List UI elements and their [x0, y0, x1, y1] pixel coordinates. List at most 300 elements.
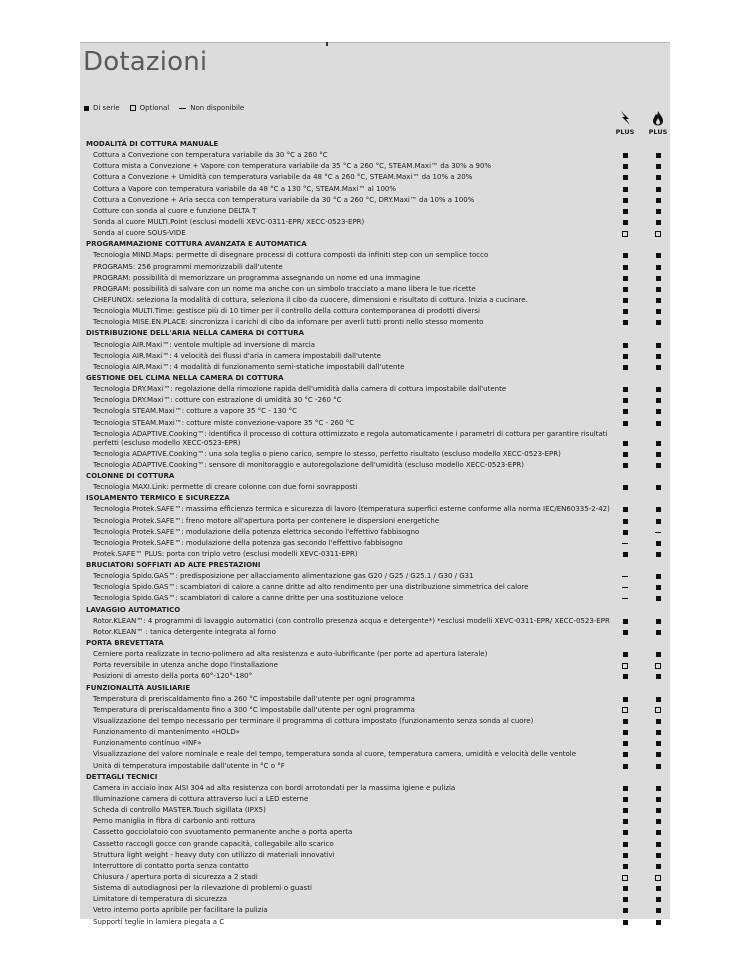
feature-label: Porta reversibile in utenza anche dopo l'installazione: [93, 661, 278, 670]
availability-gas: [653, 827, 663, 838]
table-row: [80, 362, 670, 373]
availability-gas: [653, 571, 663, 582]
feature-label: Funzionamento continuo «INF»: [93, 739, 202, 748]
table-row: [80, 295, 670, 306]
feature-label: Tecnologia ADAPTIVE.Cooking™: identifica il processo di cottura ottimizzato e regola automaticamente i parametri di cottura per garantire risultati perfetti (escluso modello XECC-0523-EPR): [93, 429, 608, 448]
filled-square-icon: [623, 519, 628, 524]
filled-square-icon: [656, 485, 661, 490]
table-row: [80, 794, 670, 805]
availability-electric: [620, 538, 630, 549]
filled-square-icon: [623, 320, 628, 325]
table-row: [80, 749, 670, 760]
availability-electric: [620, 761, 630, 772]
filled-square-icon: [656, 552, 661, 557]
availability-electric: [620, 395, 630, 406]
availability-gas: [653, 738, 663, 749]
filled-square-icon: [623, 209, 628, 214]
availability-electric: [620, 816, 630, 827]
top-rule: [80, 42, 670, 43]
table-row: [80, 805, 670, 816]
table-row: [80, 627, 670, 638]
filled-square-icon: [656, 421, 661, 426]
table-row: [80, 850, 670, 861]
availability-electric: [620, 549, 630, 560]
table-row: [80, 306, 670, 317]
availability-electric: [620, 894, 630, 905]
availability-gas: [653, 783, 663, 794]
feature-label: Rotor.KLEAN™ : tanica detergente integrata al forno: [93, 627, 276, 636]
table-row: [80, 827, 670, 838]
legend-na-label: Non disponibile: [190, 104, 245, 112]
availability-electric: [620, 716, 630, 727]
availability-electric: [620, 850, 630, 861]
availability-gas: [653, 438, 663, 449]
table-row: [80, 894, 670, 905]
feature-label: Tecnologia MIND.Maps: permette di disegnare processi di cottura composti da infiniti step con un semplice tocco: [93, 251, 489, 260]
column-label-gas: PLUS: [648, 128, 668, 136]
feature-label: Funzionamento di mantenimento «HOLD»: [93, 728, 240, 737]
feature-label: Limitatore di temperatura di sicurezza: [93, 895, 228, 904]
section-title: ISOLAMENTO TERMICO E SICUREZZA: [86, 494, 230, 503]
filled-square-icon: [656, 630, 661, 635]
legend-standard: [84, 104, 120, 112]
filled-square-icon: [623, 652, 628, 657]
filled-square-icon: [623, 220, 628, 225]
availability-electric: [620, 649, 630, 660]
availability-gas: [653, 749, 663, 760]
legend-standard-label: Di serie: [93, 104, 120, 112]
table-row: [80, 527, 670, 538]
availability-electric: [620, 671, 630, 682]
section-title: PORTA BREVETTATA: [86, 639, 164, 648]
table-row: [80, 917, 670, 928]
availability-electric: [620, 727, 630, 738]
availability-electric: [620, 827, 630, 838]
filled-square-icon: [656, 298, 661, 303]
availability-electric: [620, 504, 630, 515]
table-row: [80, 482, 670, 493]
availability-gas: [653, 317, 663, 328]
filled-square-icon: [656, 198, 661, 203]
feature-label: Tecnologia MULTI.Time: gestisce più di 10 timer per il controllo della cottura contemporanea di prodotti diversi: [93, 307, 480, 316]
filled-square-icon: [623, 786, 628, 791]
table-row: [80, 460, 670, 471]
feature-label: Tecnologia AIR.Maxi™: 4 modalità di funzionamento semi-statiche impostabili dall'utente: [93, 362, 405, 371]
table-row: [80, 340, 670, 351]
availability-electric: [620, 217, 630, 228]
availability-electric: [620, 749, 630, 760]
table-row: [80, 250, 670, 261]
table-row: [80, 861, 670, 872]
filled-square-icon: [623, 153, 628, 158]
table-row: [80, 195, 670, 206]
filled-square-icon: [623, 842, 628, 847]
table-row: [80, 406, 670, 417]
filled-square-icon: [623, 253, 628, 258]
filled-square-icon: [656, 209, 661, 214]
availability-gas: [653, 716, 663, 727]
availability-gas: [653, 384, 663, 395]
availability-electric: [620, 705, 630, 716]
availability-electric: [620, 872, 630, 883]
filled-square-icon: [656, 864, 661, 869]
availability-electric: [620, 340, 630, 351]
availability-electric: [620, 660, 630, 671]
filled-square-icon: [623, 674, 628, 679]
availability-gas: [653, 527, 663, 538]
filled-square-icon: [623, 398, 628, 403]
availability-gas: [653, 861, 663, 872]
feature-label: Sonda al cuore MULTI.Point (esclusi modelli XEVC-0311-EPR/ XECC-0523-EPR): [93, 217, 365, 226]
empty-square-icon: [622, 875, 628, 881]
feature-label: Scheda di controllo MASTER.Touch sigillata (IPX5): [93, 806, 266, 815]
feature-label: Visualizzazione del valore nominale e reale del tempo, temperatura sonda al cuore, temperatura camera, umidità e velocità delle ventole: [93, 750, 577, 759]
filled-square-icon: [656, 897, 661, 902]
filled-square-icon: [623, 741, 628, 746]
availability-gas: [653, 295, 663, 306]
section-title: LAVAGGIO AUTOMATICO: [86, 605, 181, 614]
legend: [84, 104, 244, 112]
availability-gas: [653, 150, 663, 161]
feature-label: Cassetto raccogli gocce con grande capacità, collegabile allo scarico: [93, 839, 334, 848]
filled-square-icon: [623, 387, 628, 392]
gas-flame-icon: [651, 110, 665, 126]
feature-label: Tecnologia Protek.SAFE™: massima efficienza termica e sicurezza di lavoro (temperatura superfici esterne conforme alla norma IEC/EN60335-2-42): [93, 505, 610, 514]
filled-square-icon: [623, 808, 628, 813]
column-header-gas: [648, 110, 668, 136]
filled-square-icon: [656, 265, 661, 270]
availability-electric: [620, 295, 630, 306]
availability-gas: [653, 582, 663, 593]
availability-gas: [653, 351, 663, 362]
dash-icon: [655, 532, 661, 533]
feature-label: Cotture con sonda al cuore e funzione DELTA T: [93, 206, 257, 215]
filled-square-icon: [656, 596, 661, 601]
feature-label: Tecnologia AIR.Maxi™: ventole multiple ad inversione di marcia: [93, 340, 316, 349]
availability-gas: [653, 306, 663, 317]
filled-square-icon: [656, 409, 661, 414]
empty-square-icon: [130, 105, 136, 111]
top-mark: [326, 42, 328, 46]
table-row: [80, 616, 670, 627]
availability-gas: [653, 406, 663, 417]
feature-label: Visualizzazione del tempo necessario per terminare il programma di cottura impostato (funzionamento senza sonda al cuore): [93, 717, 534, 726]
availability-electric: [620, 250, 630, 261]
availability-electric: [620, 228, 630, 239]
table-row: [80, 883, 670, 894]
filled-square-icon: [656, 797, 661, 802]
availability-electric: [620, 362, 630, 373]
feature-label: Tecnologia DRY.Maxi™: regolazione della rimozione rapida dell'umidità dalla camera di cottura impostabile dall'utente: [93, 385, 507, 394]
table-row: [80, 150, 670, 161]
filled-square-icon: [623, 853, 628, 858]
feature-label: Tecnologia STEAM.Maxi™: cotture miste convezione-vapore 35 °C - 260 °C: [93, 418, 355, 427]
feature-label: Temperatura di preriscaldamento fino a 300 °C impostabile dall'utente per ogni programma: [93, 705, 415, 714]
column-label-electric: PLUS: [615, 128, 635, 136]
filled-square-icon: [623, 797, 628, 802]
availability-gas: [653, 482, 663, 493]
filled-square-icon: [656, 463, 661, 468]
feature-label: Cerniere porta realizzate in tecno-polimero ad alta resistenza e auto-lubrificante (per porte ad apertura laterale): [93, 650, 488, 659]
availability-gas: [653, 250, 663, 261]
availability-gas: [653, 195, 663, 206]
feature-label: Unità di temperatura impostabile dall'utente in °C o °F: [93, 761, 285, 770]
empty-square-icon: [655, 231, 661, 237]
filled-square-icon: [623, 530, 628, 535]
filled-square-icon: [623, 619, 628, 624]
feature-label: Interruttore di contatto porta senza contatto: [93, 861, 249, 870]
availability-electric: [620, 306, 630, 317]
feature-label: Chiusura / apertura porta di sicurezza a 2 stadi: [93, 873, 258, 881]
filled-square-icon: [656, 187, 661, 192]
feature-label: Tecnologia STEAM.Maxi™: cotture a vapore 35 °C - 130 °C: [93, 407, 297, 416]
feature-label: Cottura a Convezione + Umidità con temperatura variabile da 48 °C a 260 °C, STEAM.Maxi™ da 10% a 20%: [93, 173, 473, 182]
filled-square-icon: [623, 920, 628, 925]
legend-optional: [130, 104, 170, 112]
feature-label: Vetro interno porta apribile per facilitare la pulizia: [93, 906, 268, 915]
filled-square-icon: [623, 409, 628, 414]
filled-square-icon: [623, 452, 628, 457]
filled-square-icon: [656, 830, 661, 835]
filled-square-icon: [84, 106, 89, 111]
filled-square-icon: [656, 220, 661, 225]
availability-gas: [653, 184, 663, 195]
empty-square-icon: [622, 707, 628, 713]
table-row: [80, 649, 670, 660]
availability-electric: [620, 527, 630, 538]
feature-label: Tecnologia MISE.EN.PLACE: sincronizza i carichi di cibo da infornare per averli tutti pronti nello stesso momento: [93, 318, 484, 327]
section-title: DETTAGLI TECNICI: [86, 772, 158, 781]
availability-gas: [653, 649, 663, 660]
table-row: [80, 738, 670, 749]
availability-gas: [653, 727, 663, 738]
table-row: [80, 284, 670, 295]
table-row: [80, 538, 670, 549]
filled-square-icon: [623, 752, 628, 757]
section-header: [80, 638, 670, 649]
feature-label: CHEFUNOX: seleziona la modalità di cottura, seleziona il cibo da cuocere, dimensioni e risultato di cottura. Inizia a cucinare.: [93, 295, 528, 304]
availability-electric: [620, 150, 630, 161]
empty-square-icon: [655, 663, 661, 669]
filled-square-icon: [656, 819, 661, 824]
filled-square-icon: [623, 287, 628, 292]
filled-square-icon: [656, 365, 661, 370]
section-header: [80, 328, 670, 339]
availability-gas: [653, 660, 663, 671]
table-row: [80, 549, 670, 560]
filled-square-icon: [656, 697, 661, 702]
table-row: [80, 727, 670, 738]
feature-label: Camera in acciaio inox AISI 304 ad alta resistenza con bordi arrotondati per la massima igiene e pulizia: [93, 783, 456, 792]
feature-label: PROGRAM: possibilità di memorizzare un programma assegnando un nome ed una immagine: [93, 273, 421, 282]
availability-electric: [620, 161, 630, 172]
availability-gas: [653, 671, 663, 682]
filled-square-icon: [656, 674, 661, 679]
availability-gas: [653, 616, 663, 627]
filled-square-icon: [623, 365, 628, 370]
filled-square-icon: [656, 320, 661, 325]
dash-icon: [622, 543, 628, 544]
availability-gas: [653, 395, 663, 406]
feature-label: Tecnologia DRY.Maxi™: cotture con estrazione di umidità 30 °C -260 °C: [93, 396, 342, 405]
availability-electric: [620, 582, 630, 593]
section-header: [80, 560, 670, 571]
feature-label: Sonda al cuore SOUS-VIDE: [93, 229, 186, 238]
availability-gas: [653, 172, 663, 183]
availability-electric: [620, 172, 630, 183]
availability-gas: [653, 460, 663, 471]
availability-electric: [620, 317, 630, 328]
filled-square-icon: [656, 585, 661, 590]
availability-electric: [620, 616, 630, 627]
filled-square-icon: [623, 886, 628, 891]
availability-gas: [653, 850, 663, 861]
filled-square-icon: [623, 421, 628, 426]
table-row: [80, 429, 670, 449]
feature-label: Tecnologia Spido.GAS™: predisposizione per allacciamento alimentazione gas G20 / G25 / G25.1 / G30 / G31: [93, 572, 474, 581]
feature-label: Tecnologia Spido.GAS™: scambiatori di calore a canne dritte ad alto rendimento per una distribuzione simmetrica del calore: [93, 583, 529, 592]
dash-icon: [179, 108, 186, 109]
filled-square-icon: [623, 552, 628, 557]
feature-label: Tecnologia Protek.SAFE™: modulazione della potenza gas secondo l'effettivo fabbisogno: [93, 538, 403, 547]
table-row: [80, 593, 670, 604]
filled-square-icon: [656, 652, 661, 657]
filled-square-icon: [623, 265, 628, 270]
filled-square-icon: [656, 920, 661, 925]
filled-square-icon: [656, 398, 661, 403]
table-row: [80, 317, 670, 328]
filled-square-icon: [623, 507, 628, 512]
filled-square-icon: [656, 276, 661, 281]
dash-icon: [622, 587, 628, 588]
filled-square-icon: [656, 719, 661, 724]
table-row: [80, 783, 670, 794]
filled-square-icon: [623, 309, 628, 314]
availability-gas: [653, 217, 663, 228]
filled-square-icon: [656, 741, 661, 746]
availability-electric: [620, 805, 630, 816]
filled-square-icon: [656, 619, 661, 624]
table-row: [80, 716, 670, 727]
filled-square-icon: [623, 697, 628, 702]
filled-square-icon: [656, 452, 661, 457]
availability-electric: [620, 627, 630, 638]
table-row: [80, 571, 670, 582]
filled-square-icon: [623, 830, 628, 835]
filled-square-icon: [623, 441, 628, 446]
electric-icon: [618, 110, 632, 126]
availability-gas: [653, 805, 663, 816]
feature-label: Cassetto gocciolatoio con svuotamento permanente anche a porta aperta: [93, 828, 353, 837]
legend-optional-label: Optional: [139, 104, 170, 112]
section-title: PROGRAMMAZIONE COTTURA AVANZATA E AUTOMATICA: [86, 240, 307, 249]
filled-square-icon: [623, 719, 628, 724]
feature-label: Sistema di autodiagnosi per la rilevazione di problemi o guasti: [93, 884, 312, 893]
availability-gas: [653, 206, 663, 217]
availability-gas: [653, 549, 663, 560]
filled-square-icon: [656, 541, 661, 546]
filled-square-icon: [656, 786, 661, 791]
table-row: [80, 418, 670, 429]
table-row: [80, 504, 670, 515]
filled-square-icon: [623, 276, 628, 281]
availability-gas: [653, 894, 663, 905]
availability-gas: [653, 872, 663, 883]
filled-square-icon: [656, 309, 661, 314]
table-row: [80, 184, 670, 195]
availability-gas: [653, 761, 663, 772]
table-row: [80, 660, 670, 671]
filled-square-icon: [623, 463, 628, 468]
availability-electric: [620, 883, 630, 894]
table-row: [80, 872, 670, 883]
availability-electric: [620, 905, 630, 916]
availability-gas: [653, 516, 663, 527]
feature-label: Tecnologia ADAPTIVE.Cooking™: una sola teglia o pieno carico, sempre lo stesso, perfetto risultato (escluso modello XECC-0523-EPR): [93, 449, 561, 458]
section-header: [80, 772, 670, 783]
filled-square-icon: [656, 752, 661, 757]
availability-gas: [653, 538, 663, 549]
availability-gas: [653, 705, 663, 716]
availability-electric: [620, 284, 630, 295]
table-row: [80, 228, 670, 239]
feature-label: Cottura mista a Convezione + Vapore con temperatura variabile da 35 °C a 260 °C, STEAM.Maxi™ da 30% a 90%: [93, 162, 492, 171]
table-row: [80, 671, 670, 682]
availability-gas: [653, 839, 663, 850]
availability-gas: [653, 340, 663, 351]
filled-square-icon: [656, 842, 661, 847]
availability-gas: [653, 273, 663, 284]
section-header: [80, 471, 670, 482]
availability-electric: [620, 406, 630, 417]
table-row: [80, 761, 670, 772]
legend-na: [179, 104, 244, 112]
filled-square-icon: [656, 507, 661, 512]
availability-electric: [620, 184, 630, 195]
section-header: [80, 373, 670, 384]
filled-square-icon: [623, 175, 628, 180]
table-row: [80, 582, 670, 593]
filled-square-icon: [656, 441, 661, 446]
filled-square-icon: [656, 354, 661, 359]
feature-label: Supporti teglie in lamiera piegata a C: [93, 917, 225, 926]
filled-square-icon: [623, 730, 628, 735]
feature-label: Illuminazione camera di cottura attraverso luci a LED esterne: [93, 795, 309, 804]
availability-electric: [620, 438, 630, 449]
filled-square-icon: [623, 630, 628, 635]
availability-gas: [653, 917, 663, 928]
feature-label: Rotor.KLEAN™: 4 programmi di lavaggio automatici (con controllo presenza acqua e detergente*) *esclusi modelli XEVC-0311-EPR/ XECC-0523-EPR: [93, 616, 610, 625]
feature-label: Cottura a Convezione + Aria secca con temperatura variabile da 30 °C a 260 °C, DRY.Maxi™ da 10% a 100%: [93, 195, 475, 204]
availability-gas: [653, 362, 663, 373]
availability-electric: [620, 206, 630, 217]
page-title: Dotazioni: [83, 47, 208, 77]
availability-electric: [620, 449, 630, 460]
section-header: [80, 683, 670, 694]
feature-label: PROGRAM: possibilità di salvare con un nome ma anche con un simbolo tracciato a mano libera le tue ricette: [93, 284, 476, 293]
filled-square-icon: [656, 853, 661, 858]
availability-gas: [653, 627, 663, 638]
availability-gas: [653, 883, 663, 894]
filled-square-icon: [656, 343, 661, 348]
table-row: [80, 516, 670, 527]
section-header: [80, 493, 670, 504]
filled-square-icon: [656, 164, 661, 169]
section-title: BRUCIATORI SOFFIATI AD ALTE PRESTAZIONI: [86, 561, 261, 570]
empty-square-icon: [622, 663, 628, 669]
availability-gas: [653, 262, 663, 273]
feature-label: Perno maniglia in fibra di carbonio anti rottura: [93, 817, 256, 826]
